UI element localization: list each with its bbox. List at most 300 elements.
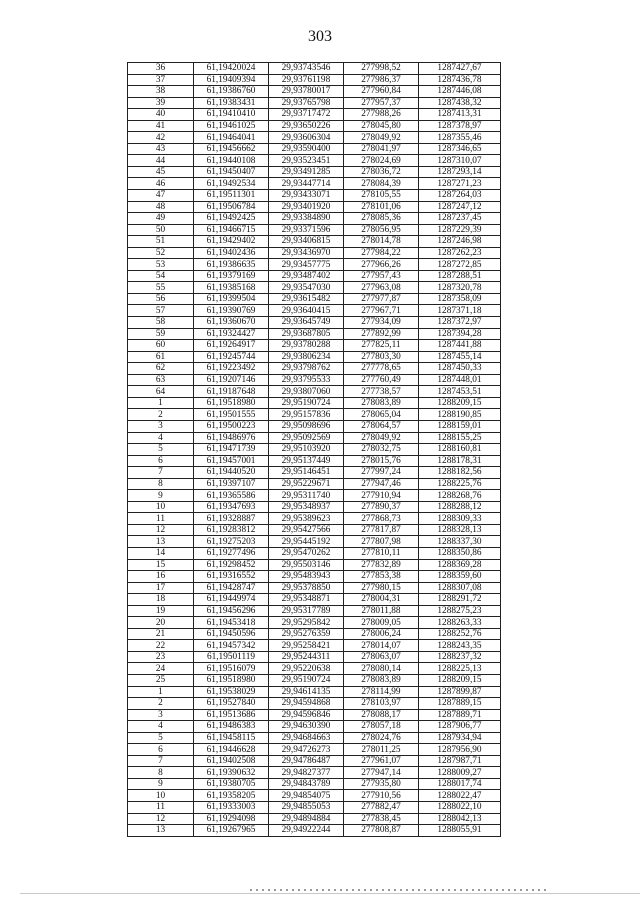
point-number-cell: 9 [128,490,194,502]
y-coordinate-cell: 1287288,51 [419,270,501,282]
table-row [128,74,501,86]
longitude-cell: 29,94594868 [269,698,344,710]
point-number-cell: 11 [128,513,194,525]
table-row [128,467,501,479]
x-coordinate-cell: 277910,94 [344,490,419,502]
longitude-cell: 29,93523451 [269,155,344,167]
point-number-cell: 3 [128,420,194,432]
longitude-cell: 29,95470262 [269,547,344,559]
y-coordinate-cell: 1288042,13 [419,813,501,825]
point-number-cell: 12 [128,813,194,825]
page-number: 303 [308,28,332,45]
latitude-cell: 61,19409394 [194,74,269,86]
point-number-cell: 17 [128,582,194,594]
table-row [128,293,501,305]
y-coordinate-cell: 1287355,46 [419,132,501,144]
table-row [128,536,501,548]
latitude-cell: 61,19390769 [194,305,269,317]
x-coordinate-cell: 278049,92 [344,432,419,444]
table-row [128,802,501,814]
y-coordinate-cell: 1287889,71 [419,709,501,721]
table-row [128,63,501,75]
longitude-cell: 29,93780288 [269,340,344,352]
x-coordinate-cell: 277977,87 [344,293,419,305]
point-number-cell: 37 [128,74,194,86]
point-number-cell: 2 [128,409,194,421]
point-number-cell: 24 [128,663,194,675]
y-coordinate-cell: 1287358,09 [419,293,501,305]
point-number-cell: 23 [128,651,194,663]
point-number-cell: 43 [128,143,194,155]
latitude-cell: 61,19506784 [194,201,269,213]
y-coordinate-cell: 1288009,27 [419,767,501,779]
y-coordinate-cell: 1287899,87 [419,686,501,698]
y-coordinate-cell: 1288022,47 [419,790,501,802]
table-row [128,270,501,282]
point-number-cell: 44 [128,155,194,167]
latitude-cell: 61,19440520 [194,467,269,479]
longitude-cell: 29,94827377 [269,767,344,779]
x-coordinate-cell: 278105,55 [344,190,419,202]
point-number-cell: 7 [128,467,194,479]
point-number-cell: 36 [128,63,194,75]
y-coordinate-cell: 1287934,94 [419,732,501,744]
x-coordinate-cell: 277967,71 [344,305,419,317]
latitude-cell: 61,19457001 [194,455,269,467]
y-coordinate-cell: 1288243,35 [419,640,501,652]
y-coordinate-cell: 1288022,10 [419,802,501,814]
longitude-cell: 29,93761198 [269,74,344,86]
x-coordinate-cell: 278084,39 [344,178,419,190]
latitude-cell: 61,19386635 [194,259,269,271]
latitude-cell: 61,19486976 [194,432,269,444]
y-coordinate-cell: 1288359,60 [419,571,501,583]
point-number-cell: 21 [128,628,194,640]
y-coordinate-cell: 1287346,65 [419,143,501,155]
point-number-cell: 53 [128,259,194,271]
longitude-cell: 29,93687805 [269,328,344,340]
y-coordinate-cell: 1287246,98 [419,236,501,248]
x-coordinate-cell: 277810,11 [344,547,419,559]
x-coordinate-cell: 278056,95 [344,224,419,236]
longitude-cell: 29,95276359 [269,628,344,640]
longitude-cell: 29,94614135 [269,686,344,698]
point-number-cell: 12 [128,524,194,536]
y-coordinate-cell: 1287372,97 [419,317,501,329]
y-coordinate-cell: 1287394,28 [419,328,501,340]
y-coordinate-cell: 1288159,01 [419,420,501,432]
y-coordinate-cell: 1287446,08 [419,86,501,98]
table-row [128,190,501,202]
x-coordinate-cell: 277988,26 [344,109,419,121]
latitude-cell: 61,19440108 [194,155,269,167]
longitude-cell: 29,94922244 [269,825,344,837]
x-coordinate-cell: 277803,30 [344,351,419,363]
longitude-cell: 29,95311740 [269,490,344,502]
latitude-cell: 61,19456662 [194,143,269,155]
latitude-cell: 61,19456296 [194,605,269,617]
x-coordinate-cell: 278004,31 [344,594,419,606]
latitude-cell: 61,19267965 [194,825,269,837]
point-number-cell: 16 [128,571,194,583]
latitude-cell: 61,19385168 [194,282,269,294]
latitude-cell: 61,19399504 [194,293,269,305]
x-coordinate-cell: 278101,06 [344,201,419,213]
y-coordinate-cell: 1288369,28 [419,559,501,571]
table-row [128,594,501,606]
latitude-cell: 61,19333003 [194,802,269,814]
latitude-cell: 61,19402436 [194,247,269,259]
longitude-cell: 29,93780017 [269,86,344,98]
y-coordinate-cell: 1287450,33 [419,363,501,375]
table-row [128,213,501,225]
coordinates-table-body [128,63,501,837]
table-row [128,132,501,144]
y-coordinate-cell: 1288209,15 [419,674,501,686]
table-row [128,178,501,190]
x-coordinate-cell: 277778,65 [344,363,419,375]
table-row [128,617,501,629]
x-coordinate-cell: 277934,09 [344,317,419,329]
latitude-cell: 61,19360670 [194,317,269,329]
x-coordinate-cell: 278064,57 [344,420,419,432]
longitude-cell: 29,95483943 [269,571,344,583]
table-row [128,340,501,352]
latitude-cell: 61,19386760 [194,86,269,98]
latitude-cell: 61,19538029 [194,686,269,698]
longitude-cell: 29,95190724 [269,397,344,409]
point-number-cell: 40 [128,109,194,121]
latitude-cell: 61,19420024 [194,63,269,75]
latitude-cell: 61,19516079 [194,663,269,675]
point-number-cell: 14 [128,547,194,559]
point-number-cell: 45 [128,166,194,178]
x-coordinate-cell: 277838,45 [344,813,419,825]
table-row [128,259,501,271]
y-coordinate-cell: 1288055,91 [419,825,501,837]
longitude-cell: 29,95229671 [269,478,344,490]
x-coordinate-cell: 277738,57 [344,386,419,398]
x-coordinate-cell: 277957,37 [344,97,419,109]
point-number-cell: 59 [128,328,194,340]
latitude-cell: 61,19380705 [194,778,269,790]
x-coordinate-cell: 277825,11 [344,340,419,352]
latitude-cell: 61,19486383 [194,721,269,733]
table-row [128,513,501,525]
latitude-cell: 61,19365586 [194,490,269,502]
latitude-cell: 61,19187648 [194,386,269,398]
longitude-cell: 29,95348937 [269,501,344,513]
latitude-cell: 61,19223492 [194,363,269,375]
latitude-cell: 61,19245744 [194,351,269,363]
latitude-cell: 61,19513686 [194,709,269,721]
table-row [128,547,501,559]
point-number-cell: 39 [128,97,194,109]
table-row [128,201,501,213]
longitude-cell: 29,95503146 [269,559,344,571]
y-coordinate-cell: 1288337,30 [419,536,501,548]
x-coordinate-cell: 277961,07 [344,755,419,767]
y-coordinate-cell: 1287371,18 [419,305,501,317]
table-row [128,282,501,294]
y-coordinate-cell: 1288225,76 [419,478,501,490]
x-coordinate-cell: 278057,18 [344,721,419,733]
point-number-cell: 5 [128,444,194,456]
point-number-cell: 3 [128,709,194,721]
latitude-cell: 61,19428747 [194,582,269,594]
latitude-cell: 61,19450596 [194,628,269,640]
x-coordinate-cell: 278085,36 [344,213,419,225]
x-coordinate-cell: 278083,89 [344,397,419,409]
longitude-cell: 29,94786487 [269,755,344,767]
y-coordinate-cell: 1288268,76 [419,490,501,502]
longitude-cell: 29,93765798 [269,97,344,109]
point-number-cell: 60 [128,340,194,352]
longitude-cell: 29,94726273 [269,744,344,756]
latitude-cell: 61,19324427 [194,328,269,340]
latitude-cell: 61,19316552 [194,571,269,583]
table-row [128,143,501,155]
y-coordinate-cell: 1288275,23 [419,605,501,617]
point-number-cell: 6 [128,455,194,467]
longitude-cell: 29,94843789 [269,778,344,790]
x-coordinate-cell: 277760,49 [344,374,419,386]
y-coordinate-cell: 1288225,13 [419,663,501,675]
y-coordinate-cell: 1287906,77 [419,721,501,733]
point-number-cell: 25 [128,674,194,686]
point-number-cell: 50 [128,224,194,236]
longitude-cell: 29,93547030 [269,282,344,294]
table-row [128,374,501,386]
longitude-cell: 29,93406815 [269,236,344,248]
table-row [128,790,501,802]
point-number-cell: 61 [128,351,194,363]
table-row [128,420,501,432]
x-coordinate-cell: 278045,80 [344,120,419,132]
table-row [128,478,501,490]
longitude-cell: 29,94630390 [269,721,344,733]
longitude-cell: 29,95137449 [269,455,344,467]
coordinates-table [127,62,501,837]
table-row [128,698,501,710]
longitude-cell: 29,95389623 [269,513,344,525]
table-row [128,317,501,329]
latitude-cell: 61,19264917 [194,340,269,352]
table-row [128,386,501,398]
longitude-cell: 29,95157836 [269,409,344,421]
x-coordinate-cell: 277963,08 [344,282,419,294]
y-coordinate-cell: 1287262,23 [419,247,501,259]
longitude-cell: 29,95317789 [269,605,344,617]
point-number-cell: 57 [128,305,194,317]
point-number-cell: 10 [128,790,194,802]
point-number-cell: 63 [128,374,194,386]
latitude-cell: 61,19410410 [194,109,269,121]
y-coordinate-cell: 1288350,86 [419,547,501,559]
table-row [128,444,501,456]
table-row [128,86,501,98]
point-number-cell: 46 [128,178,194,190]
point-number-cell: 5 [128,732,194,744]
latitude-cell: 61,19501119 [194,651,269,663]
table-row [128,778,501,790]
y-coordinate-cell: 1288291,72 [419,594,501,606]
latitude-cell: 61,19492534 [194,178,269,190]
table-row [128,363,501,375]
x-coordinate-cell: 277947,14 [344,767,419,779]
latitude-cell: 61,19358205 [194,790,269,802]
table-row [128,409,501,421]
longitude-cell: 29,93457775 [269,259,344,271]
table-row [128,524,501,536]
latitude-cell: 61,19500223 [194,420,269,432]
x-coordinate-cell: 277957,43 [344,270,419,282]
x-coordinate-cell: 277960,84 [344,86,419,98]
table-row [128,328,501,340]
latitude-cell: 61,19347693 [194,501,269,513]
x-coordinate-cell: 277947,46 [344,478,419,490]
table-row [128,120,501,132]
x-coordinate-cell: 277986,37 [344,74,419,86]
x-coordinate-cell: 278011,25 [344,744,419,756]
x-coordinate-cell: 277890,37 [344,501,419,513]
longitude-cell: 29,93433071 [269,190,344,202]
longitude-cell: 29,93615482 [269,293,344,305]
y-coordinate-cell: 1287455,14 [419,351,501,363]
point-number-cell: 62 [128,363,194,375]
latitude-cell: 61,19457342 [194,640,269,652]
x-coordinate-cell: 278014,07 [344,640,419,652]
longitude-cell: 29,93590400 [269,143,344,155]
x-coordinate-cell: 278009,05 [344,617,419,629]
footer-line [20,893,640,894]
latitude-cell: 61,19328887 [194,513,269,525]
point-number-cell: 8 [128,478,194,490]
latitude-cell: 61,19298452 [194,559,269,571]
y-coordinate-cell: 1288263,33 [419,617,501,629]
x-coordinate-cell: 277998,52 [344,63,419,75]
table-row [128,663,501,675]
point-number-cell: 11 [128,802,194,814]
longitude-cell: 29,95295842 [269,617,344,629]
point-number-cell: 7 [128,755,194,767]
y-coordinate-cell: 1287247,12 [419,201,501,213]
longitude-cell: 29,93798762 [269,363,344,375]
y-coordinate-cell: 1287436,78 [419,74,501,86]
longitude-cell: 29,94596846 [269,709,344,721]
x-coordinate-cell: 277997,24 [344,467,419,479]
table-row [128,767,501,779]
table-row [128,605,501,617]
longitude-cell: 29,93650226 [269,120,344,132]
x-coordinate-cell: 278032,75 [344,444,419,456]
point-number-cell: 13 [128,825,194,837]
table-row [128,109,501,121]
y-coordinate-cell: 1287320,78 [419,282,501,294]
longitude-cell: 29,94855053 [269,802,344,814]
latitude-cell: 61,19518980 [194,397,269,409]
longitude-cell: 29,93640415 [269,305,344,317]
longitude-cell: 29,93487402 [269,270,344,282]
latitude-cell: 61,19449974 [194,594,269,606]
table-row [128,628,501,640]
point-number-cell: 64 [128,386,194,398]
table-row [128,755,501,767]
x-coordinate-cell: 278024,69 [344,155,419,167]
y-coordinate-cell: 1288309,33 [419,513,501,525]
point-number-cell: 54 [128,270,194,282]
point-number-cell: 1 [128,397,194,409]
y-coordinate-cell: 1287229,39 [419,224,501,236]
point-number-cell: 13 [128,536,194,548]
longitude-cell: 29,94894884 [269,813,344,825]
table-row [128,813,501,825]
longitude-cell: 29,95220638 [269,663,344,675]
latitude-cell: 61,19294098 [194,813,269,825]
latitude-cell: 61,19207146 [194,374,269,386]
longitude-cell: 29,95348871 [269,594,344,606]
x-coordinate-cell: 277910,56 [344,790,419,802]
x-coordinate-cell: 278036,72 [344,166,419,178]
x-coordinate-cell: 277808,87 [344,825,419,837]
y-coordinate-cell: 1287310,07 [419,155,501,167]
table-row [128,582,501,594]
x-coordinate-cell: 278063,07 [344,651,419,663]
y-coordinate-cell: 1287441,88 [419,340,501,352]
latitude-cell: 61,19450407 [194,166,269,178]
table-row [128,247,501,259]
x-coordinate-cell: 277882,47 [344,802,419,814]
longitude-cell: 29,93807060 [269,386,344,398]
longitude-cell: 29,93491285 [269,166,344,178]
y-coordinate-cell: 1287889,15 [419,698,501,710]
latitude-cell: 61,19501555 [194,409,269,421]
point-number-cell: 19 [128,605,194,617]
x-coordinate-cell: 278114,99 [344,686,419,698]
x-coordinate-cell: 278083,89 [344,674,419,686]
x-coordinate-cell: 278041,97 [344,143,419,155]
longitude-cell: 29,95103920 [269,444,344,456]
latitude-cell: 61,19527840 [194,698,269,710]
latitude-cell: 61,19471739 [194,444,269,456]
table-row [128,166,501,178]
longitude-cell: 29,93384890 [269,213,344,225]
y-coordinate-cell: 1288288,12 [419,501,501,513]
table-row [128,305,501,317]
longitude-cell: 29,93795533 [269,374,344,386]
y-coordinate-cell: 1287987,71 [419,755,501,767]
latitude-cell: 61,19397107 [194,478,269,490]
point-number-cell: 42 [128,132,194,144]
point-number-cell: 56 [128,293,194,305]
latitude-cell: 61,19275203 [194,536,269,548]
table-row [128,432,501,444]
table-row [128,721,501,733]
y-coordinate-cell: 1287413,31 [419,109,501,121]
table-row [128,351,501,363]
latitude-cell: 61,19446628 [194,744,269,756]
table-row [128,397,501,409]
x-coordinate-cell: 278006,24 [344,628,419,640]
point-number-cell: 52 [128,247,194,259]
point-number-cell: 22 [128,640,194,652]
latitude-cell: 61,19458115 [194,732,269,744]
point-number-cell: 2 [128,698,194,710]
y-coordinate-cell: 1287272,85 [419,259,501,271]
table-row [128,97,501,109]
table-row [128,744,501,756]
point-number-cell: 6 [128,744,194,756]
